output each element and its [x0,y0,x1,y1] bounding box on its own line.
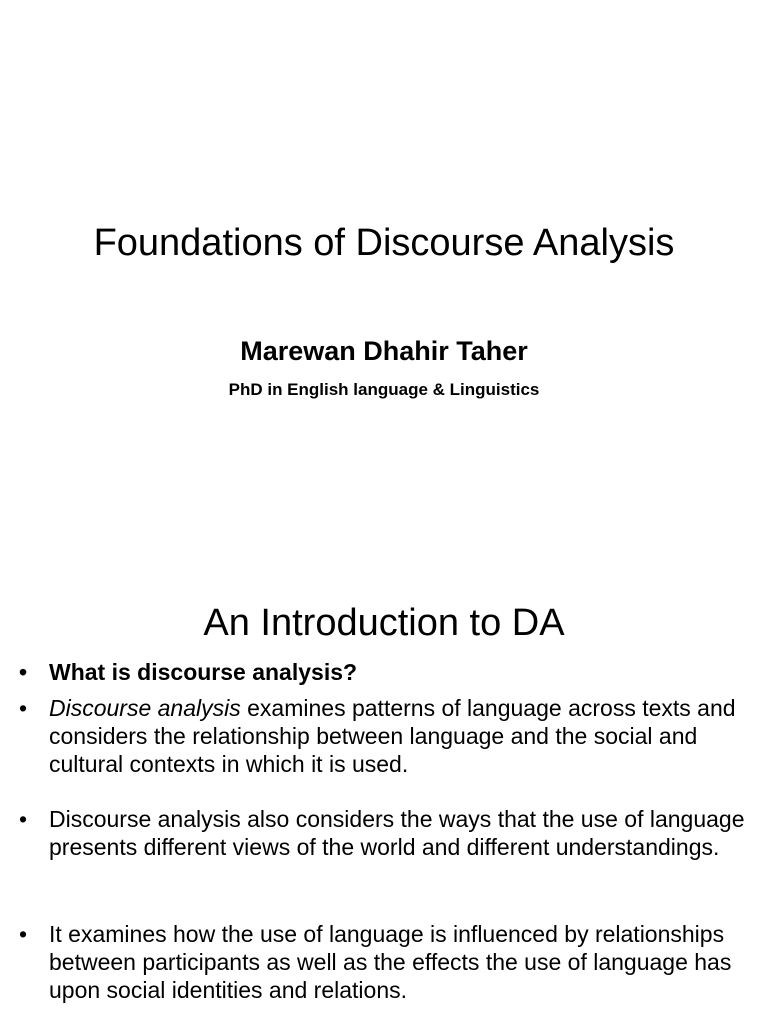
bullet-text: What is discourse analysis? [49,659,358,685]
author-name: Marewan Dhahir Taher [240,336,528,366]
bullet-text: Discourse analysis also considers the ways that the use of language presents different views of the world and different understandings. [49,806,745,860]
bullet-icon: • [19,921,28,947]
bullet-text: examines patterns of language across texts and considers the relationship between language and the social and cultural contexts in which it is used. [49,695,736,777]
bullet-item-question [19,658,759,686]
author-degree: PhD in English language & Linguistics [228,380,540,399]
bullet-icon: • [19,695,28,721]
bullet-emphasis: Discourse analysis [49,695,241,721]
bullet-icon: • [19,806,28,832]
bullet-item-relationships [19,920,759,1004]
intro-slide [0,512,768,1024]
bullet-icon: • [19,659,28,685]
bullet-item-views [19,805,759,861]
bullet-text: It examines how the use of language is influenced by relationships between participants as well as the effects the use of language has upon social identities and relations. [49,921,732,1003]
presentation-title: Foundations of Discourse Analysis [93,222,675,264]
bullet-item-definition [19,694,759,778]
slide-title: An Introduction to DA [203,602,565,644]
